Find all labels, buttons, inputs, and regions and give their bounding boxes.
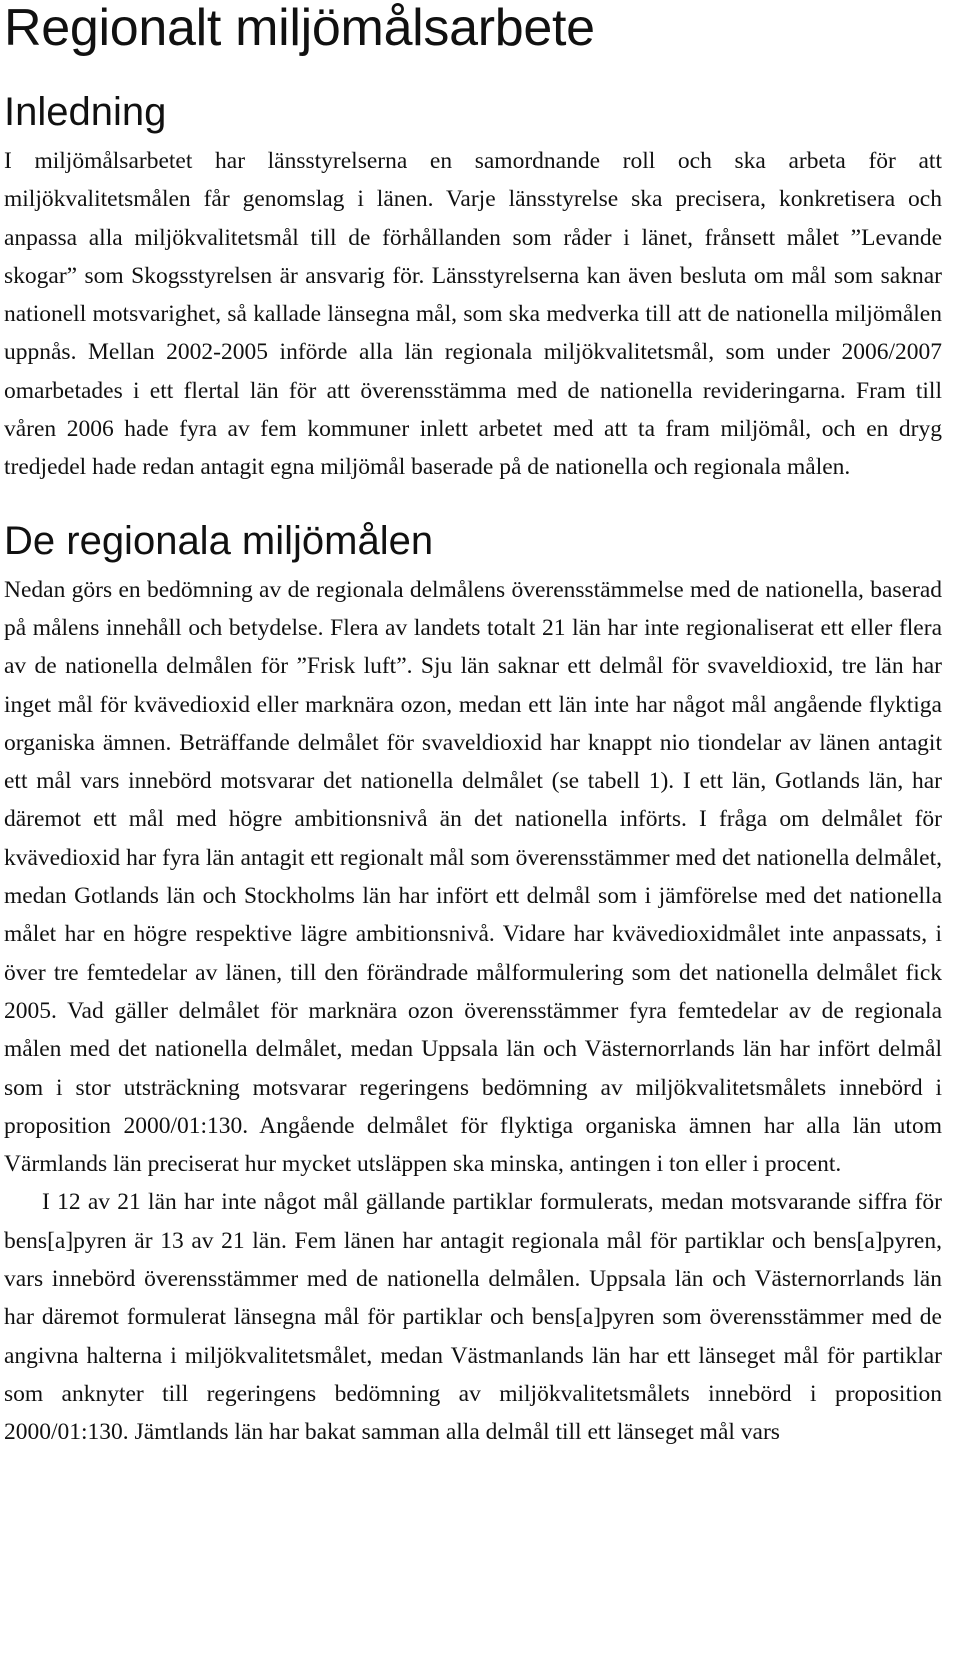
section-inledning bbox=[4, 90, 942, 487]
section-regionala-miljomalen bbox=[4, 519, 942, 1452]
paragraph-inledning: I miljömålsarbetet har länsstyrelserna en samordnande roll och ska arbeta för att miljökvalitetsmålen får genomslag i länen. Varje länsstyrelse ska precisera, konkretisera och anpassa alla miljökvalitetsmål till de förhållanden som råder i länet, frånsett målet ”Levande skogar” som Skogsstyrelsen är ansvarig för. Länsstyrelserna kan även besluta om mål som saknar nationell motsvarighet, så kallade länsegna mål, som ska medverka till att de nationella miljömålen uppnås. Mellan 2002-2005 införde alla län regionala miljökvalitetsmål, som under 2006/2007 omarbetades i ett flertal län för att överensstämma med de nationella revideringarna. Fram till våren 2006 hade fyra av fem kommuner inlett arbetet med att ta fram miljömål, och en dryg tredjedel hade redan antagit egna miljömål baserade på de nationella och regionala målen. bbox=[4, 148, 942, 481]
document-page bbox=[4, 0, 942, 1452]
paragraph-regionala-2: I 12 av 21 län har inte något mål gällande partiklar formulerats, medan motsvarande siffra för bens[a]pyren är 13 av 21 län. Fem länen har antagit regionala mål för partiklar och bens[a]pyren, vars innebörd överensstämmer med de nationella delmålen. Uppsala län och Västernorrlands län har däremot formulerat länsegna mål för partiklar och bens[a]pyren som överensstämmer med de angivna halterna i miljökvalitetsmålet, medan Västmanlands län har ett länseget mål för partiklar som anknyter till regeringens bedömning av miljökvalitetsmålets innebörd i proposition 2000/01:130. Jämtlands län har bakat samman alla delmål till ett länseget mål vars bbox=[4, 1189, 942, 1446]
page-title: Regionalt miljömålsarbete bbox=[4, 0, 595, 57]
section-heading-inledning: Inledning bbox=[4, 90, 167, 134]
section-heading-regionala-miljomalen: De regionala miljömålen bbox=[4, 518, 434, 563]
paragraph-regionala-1: Nedan görs en bedömning av de regionala delmålens överensstämmelse med de nationella, baserad på målens innehåll och betydelse. Flera av landets totalt 21 län har inte regionaliserat ett eller flera av de nationella delmålen för ”Frisk luft”. Sju län saknar ett delmål för svaveldioxid, tre län har inget mål för kvävedioxid eller marknära ozon, medan ett län inte har något mål angående flyktiga organiska ämnen. Beträffande delmålet för svaveldioxid har knappt nio tiondelar av länen antagit ett mål vars innebörd motsvarar det nationella delmålet (se tabell 1). I ett län, Gotlands län, har däremot ett mål med högre ambitionsnivå än det nationella införts. I fråga om delmålet för kvävedioxid har fyra län antagit ett regionalt mål som överensstämmer med det nationella delmålet, medan Gotlands län och Stockholms län har infört ett delmål som i jämförelse med det nationella målet har en högre respektive lägre ambitionsnivå. Vidare har kvävedioxidmålet inte anpassats, i över tre femtedelar av länen, till den förändrade målformulering som det nationella delmålet fick 2005. Vad gäller delmålet för marknära ozon överensstämmer fyra femtedelar av de regionala målen med det nationella delmålet, medan Uppsala län och Västernorrlands län har infört delmål som i stor utsträckning motsvarar regeringens bedömning av miljökvalitetsmålets innebörd i proposition 2000/01:130. Angående delmålet för flyktiga organiska ämnen har alla län utom Värmlands län preciserat hur mycket utsläppen ska minska, antingen i ton eller i procent. bbox=[4, 576, 942, 1178]
